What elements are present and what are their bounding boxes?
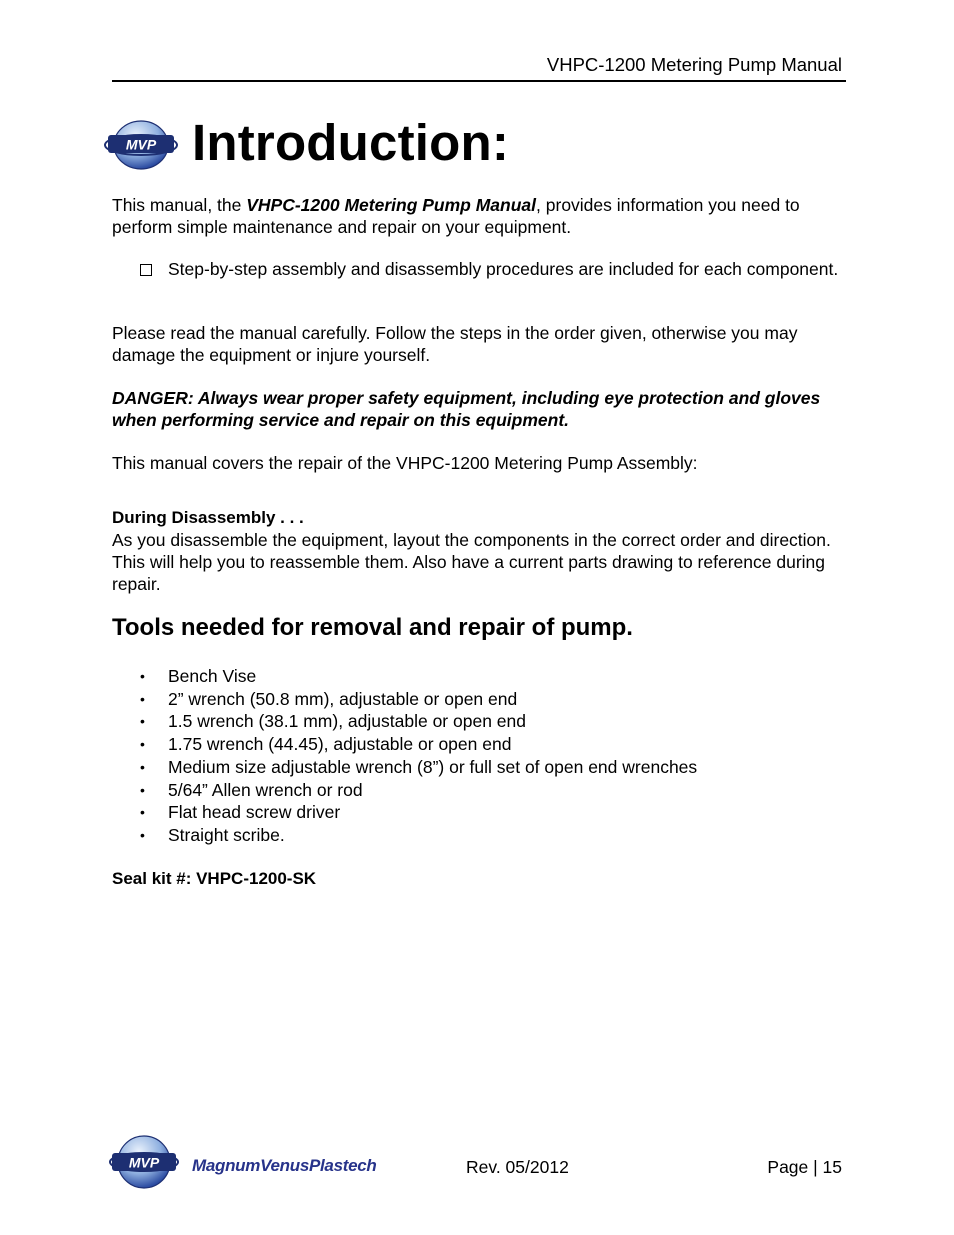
bullet-icon: • xyxy=(140,804,145,821)
bullet-icon: • xyxy=(140,668,145,684)
footer-brand-name: MagnumVenusPlastech xyxy=(192,1156,377,1175)
footer-revision: Rev. 05/2012 xyxy=(466,1157,569,1177)
intro-text-end: , provides information you need to perform simple maintenance and repair on your equipment. xyxy=(112,195,800,237)
bullet-icon: • xyxy=(140,736,145,753)
footer-mvp-logo-icon xyxy=(108,1130,180,1192)
read-carefully-paragraph: Please read the manual carefully. Follow the steps in the order given, otherwise you may damage the equipment or injure yourself. xyxy=(112,323,798,365)
intro-paragraph xyxy=(112,194,846,238)
checkbox-list-item xyxy=(140,258,840,280)
header-divider xyxy=(112,80,846,82)
checkbox-icon xyxy=(140,264,152,276)
list-item: • Straight scribe. xyxy=(140,824,285,845)
seal-kit-number: Seal kit #: VHPC-1200-SK xyxy=(112,869,317,888)
list-item: • Bench Vise xyxy=(140,666,257,686)
covers-paragraph: This manual covers the repair of the VHPC-1200 Metering Pump Assembly: xyxy=(112,453,698,473)
bullet-icon: • xyxy=(140,690,145,707)
disassembly-heading: During Disassembly . . . xyxy=(112,508,304,527)
svg-text:MVP: MVP xyxy=(125,136,157,153)
bullet-icon: • xyxy=(140,781,145,798)
list-item: • Medium size adjustable wrench (8”) or full set of open end wrenches xyxy=(140,756,698,777)
list-item: • 2” wrench (50.8 mm), adjustable or open end xyxy=(140,688,518,709)
manual-name: VHPC-1200 Metering Pump Manual xyxy=(246,195,537,215)
page-title: Introduction: xyxy=(192,113,510,171)
footer-page-number: Page | 15 xyxy=(767,1157,842,1177)
bullet-icon: • xyxy=(140,758,145,775)
tools-list xyxy=(140,665,697,847)
tools-heading: Tools needed for removal and repair of pump. xyxy=(112,614,633,641)
list-item: • 5/64” Allen wrench or rod xyxy=(140,779,363,800)
page-heading-row xyxy=(102,110,509,174)
mvp-globe-logo-icon xyxy=(102,113,180,171)
intro-text-start: This manual, the xyxy=(112,195,247,215)
header-title: VHPC-1200 Metering Pump Manual xyxy=(546,54,842,75)
checkbox-item-text: Step-by-step assembly and disassembly procedures are included for each component. xyxy=(168,259,839,279)
bullet-icon: • xyxy=(140,826,145,843)
list-item: • Flat head screw driver xyxy=(140,802,341,823)
danger-warning: DANGER: Always wear proper safety equipment, including eye protection and gloves when performing service and repair on this equipment. xyxy=(112,388,821,430)
list-item: • 1.5 wrench (38.1 mm), adjustable or open end xyxy=(140,711,526,732)
list-item: • 1.75 wrench (44.45), adjustable or open end xyxy=(140,734,512,755)
disassembly-paragraph: As you disassemble the equipment, layout the components in the correct order and direction. This will help you to reassemble them. Also have a current parts drawing to reference during repair. xyxy=(112,530,831,594)
bullet-icon: • xyxy=(140,713,145,730)
svg-text:MVP: MVP xyxy=(128,1154,160,1171)
